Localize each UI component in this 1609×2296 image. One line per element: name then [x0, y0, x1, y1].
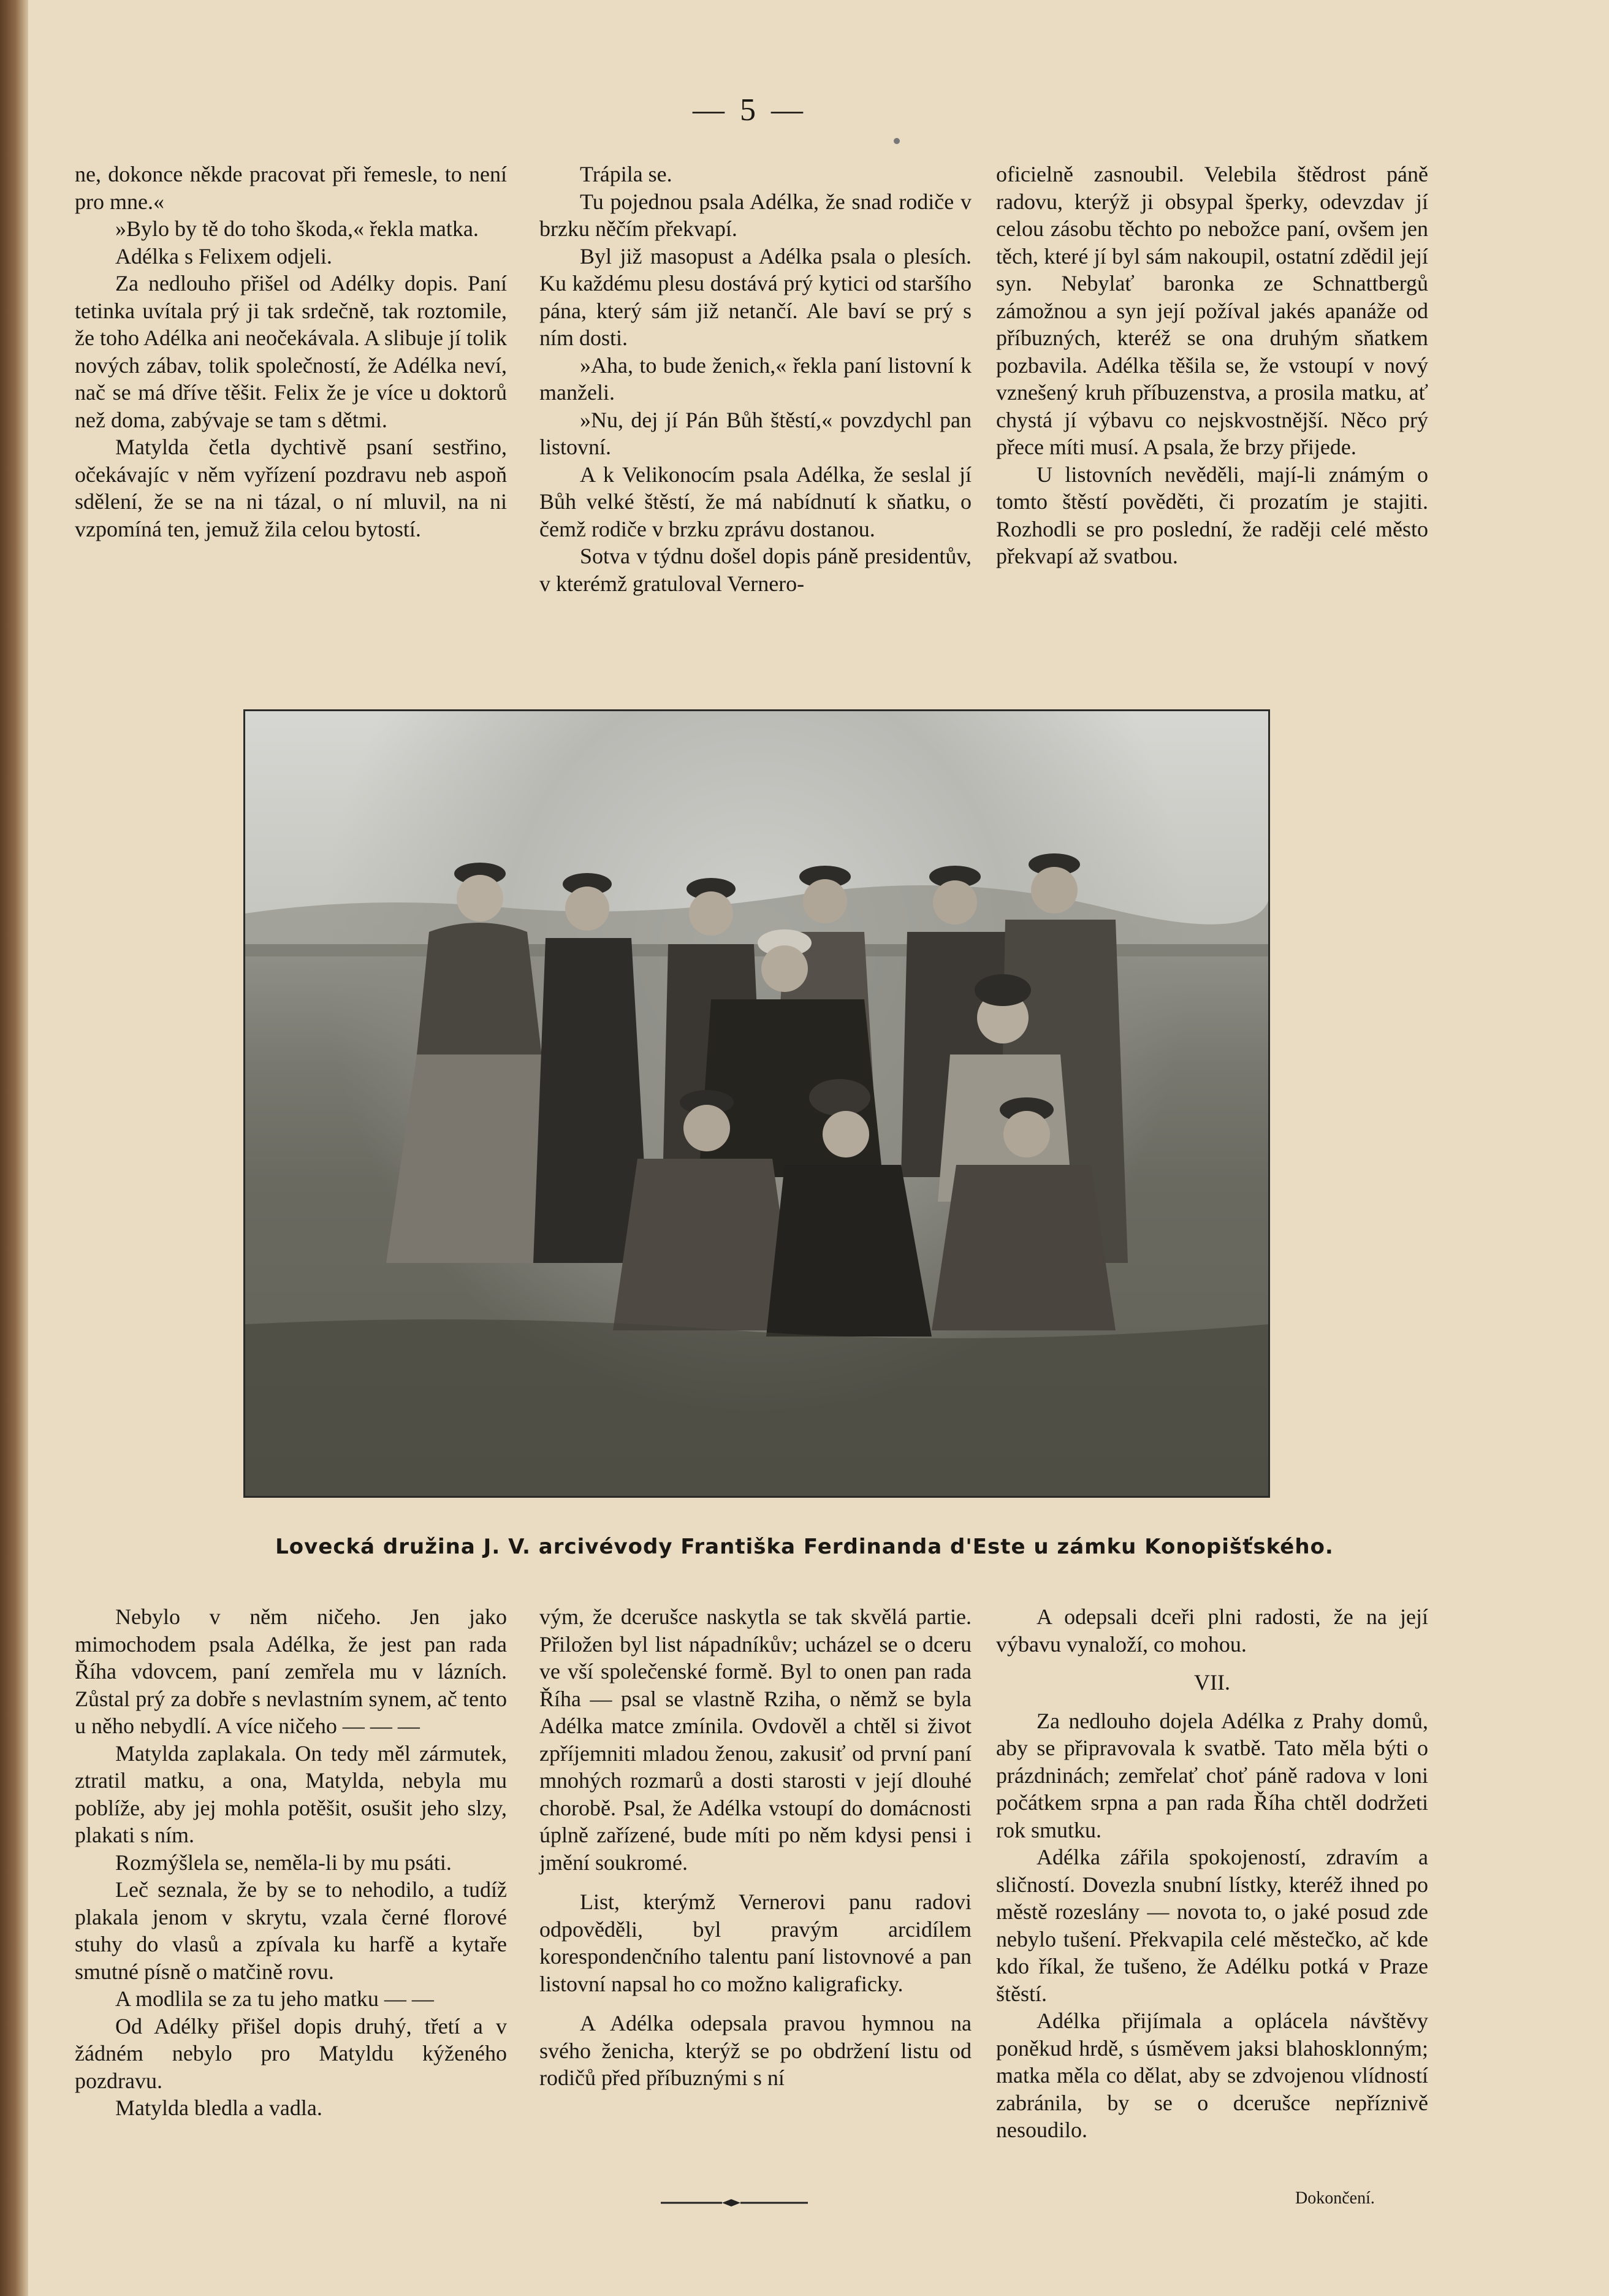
top-column-3 [996, 161, 1428, 570]
paragraph: U listovních nevěděli, mají-li známým o tomto štěstí pověděti, či prozatím je stajiti. Rozhodli se pro poslední, že raději celé město překvapí až svatbou. [996, 462, 1428, 568]
paragraph: A odepsali dceři plni radosti, že na její výbavu vynaloží, co mohou. [996, 1604, 1428, 1657]
paragraph: Adélka zářila spokojeností, zdravím a sličností. Dovezla snubní lístky, kteréž ihned po městě rozeslány — novota to, o jaké posud zde nebylo tušení. Překvapila celé městečko, ač kde kdo říkal, že tušeno, že Adélku potká v Praze štěstí. [996, 1845, 1428, 2006]
print-dot [894, 138, 900, 144]
paragraph: Matylda četla dychtivě psaní sestřino, očekávajíc v něm vyřízení pozdravu neb aspoň sdělení, že se na ni tázal, o ní mluvil, na ni vzpomíná ten, jemuž žila celou bytostí. [75, 435, 507, 541]
page-number: — 5 — [693, 93, 807, 128]
paragraph: Adélka s Felixem odjeli. [115, 243, 332, 269]
paragraph: »Nu, dej jí Pán Bůh štěstí,« povzdychl pan listovní. [539, 407, 972, 459]
photo-caption: Lovecká družina J. V. arcivévody Františka Ferdinanda d'Este u zámku Konopišťského. [275, 1535, 1334, 1559]
end-ornament [661, 2197, 808, 2209]
paragraph: »Bylo by tě do toho škoda,« řekla matka. [115, 216, 479, 241]
paragraph: ne, dokonce někde pracovat při řemesle, to není pro mne.« [75, 162, 507, 214]
paragraph: Adélka přijímala a oplácela návštěvy poněkud hrdě, s úsměvem jaksi blahosklonným; matka měla co dělat, aby se zdvojenou vlídností zabránila, by se o dcerušce nepříznivě nesoudilo. [996, 2008, 1428, 2142]
paragraph: Rozmýšlela se, neměla-li by mu psáti. [115, 1850, 452, 1875]
bottom-column-2 [539, 1603, 972, 2092]
paragraph: A modlila se za tu jeho matku — — [115, 1986, 434, 2011]
paragraph: Za nedlouho přišel od Adélky dopis. Paní tetinka uvítala prý ji tak srdečně, tak roztomile, že toho Adélka ani neočekávala. A slibuje jí tolik nových zábav, tolik společností, že Adélka neví, nač se má dříve těšit. Felix že je více u doktorů než doma, zabývaje se tam s dětmi. [75, 271, 507, 432]
paragraph: Od Adélky přišel dopis druhý, třetí a v žádném nebylo pro Matyldu kýženého pozdravu. [75, 2013, 507, 2093]
paragraph: List, kterýmž Vernerovi panu radovi odpověděli, byl pravým arcidílem korespondenčního talentu paní listovnové a pan listovní napsal ho co možno kaligraficky. [539, 1890, 972, 1996]
paragraph: Byl již masopust a Adélka psala o plesích. Ku každému plesu dostává prý kytici od staršího pána, který sám již netančí. Ale baví se prý s ním dosti. [539, 243, 972, 350]
paragraph: Matylda bledla a vadla. [115, 2096, 322, 2120]
top-column-1 [75, 161, 507, 543]
paragraph: Sotva v týdnu došel dopis páně presidentův, v kterémž gratuloval Vernero- [539, 544, 972, 596]
paragraph: Nebylo v něm ničeho. Jen jako mimochodem psala Adélka, že jest pan rada Říha vdovcem, paní zemřela mu v lázních. Zůstal prý za dobře s nevlastním synem, ač tento u něho nebydlí. A více ničeho — — — [75, 1604, 507, 1738]
paragraph: Za nedlouho dojela Adélka z Prahy domů, aby se připravovala k svatbě. Tato měla býti o prázdninách; zemřelať choť páně radova v loni počátkem srpna a pan rada Říha chtěl dodržeti rok smutku. [996, 1708, 1428, 1842]
top-column-2 [539, 161, 972, 597]
paragraph: »Aha, to bude ženich,« řekla paní listovní k manželi. [539, 353, 972, 405]
paragraph: A Adélka odepsala pravou hymnou na svého ženicha, kterýž se po obdržení listu od rodičů před příbuznými s ní [539, 2011, 972, 2090]
paragraph: A k Velikonocím psala Adélka, že seslal jí Bůh velké štěstí, že má nabídnutí k sňatku, o čemž rodiče v brzku zprávu dostanou. [539, 462, 972, 541]
paragraph: Leč seznala, že by se to nehodilo, a tudíž plakala jenom v skrytu, vzala černé florové stuhy do vlasů a zpívala ku harfě a kytaře smutné písně o matčině rovu. [75, 1877, 507, 1984]
group-of-people-illustration [245, 711, 1268, 1496]
paragraph: oficielně zasnoubil. Velebila štědrost páně radovu, kterýž ji obsypal šperky, odevzdav jí celou zásobu těchto po nebožce paní, ovšem jen těch, které jí byl sám nakoupil, ostatní zdědil její syn. Nebylať baronka ze Schnattbergů zámožnou a syn její požíval jakés apanáže od příbuzných, kteréž se ona druhým sňatkem pozbavila. Adélka těšila se, že vstoupí v nový vznešený kruh příbuzenstva, a prosila matku, ať chystá jí výbavu co nejskvostnější. Něco prý přece míti musí. A psala, že brzy přijede. [996, 162, 1428, 459]
paragraph: Matylda zaplakala. On tedy měl zármutek, ztratil matku, a ona, Matylda, nebyla mu poblíže, aby jej mohla potěšit, osušit jeho slzy, plakati s ním. [75, 1741, 507, 1847]
continuation-note: Dokončení. [1295, 2189, 1375, 2208]
paragraph: Tu pojednou psala Adélka, že snad rodiče v brzku něčím překvapí. [539, 189, 972, 241]
paragraph: vým, že dcerušce naskytla se tak skvělá partie. Přiložen byl list nápadníkův; ucházel se o dceru ve vší společenské formě. Byl to onen pan rada Říha — psal se vlastně Rziha, o němž se byla Adélka matce zmínila. Ovdověl a chtěl si život zpříjemniti mladou ženou, zakusiť od první paní mnohých rozmarů a dosti starosti v její dlouhé chorobě. Psal, že Adélka vstoupí do domácnosti úplně zařízené, bude míti po něm kdysi pensi i jmění soukromé. [539, 1604, 972, 1875]
hunting-party-photograph [243, 709, 1270, 1498]
paragraph: Trápila se. [580, 162, 672, 186]
book-binding-edge [0, 0, 28, 2296]
bottom-column-3 [996, 1603, 1428, 2144]
chapter-heading: VII. [1194, 1670, 1230, 1695]
bottom-column-1 [75, 1603, 507, 2122]
